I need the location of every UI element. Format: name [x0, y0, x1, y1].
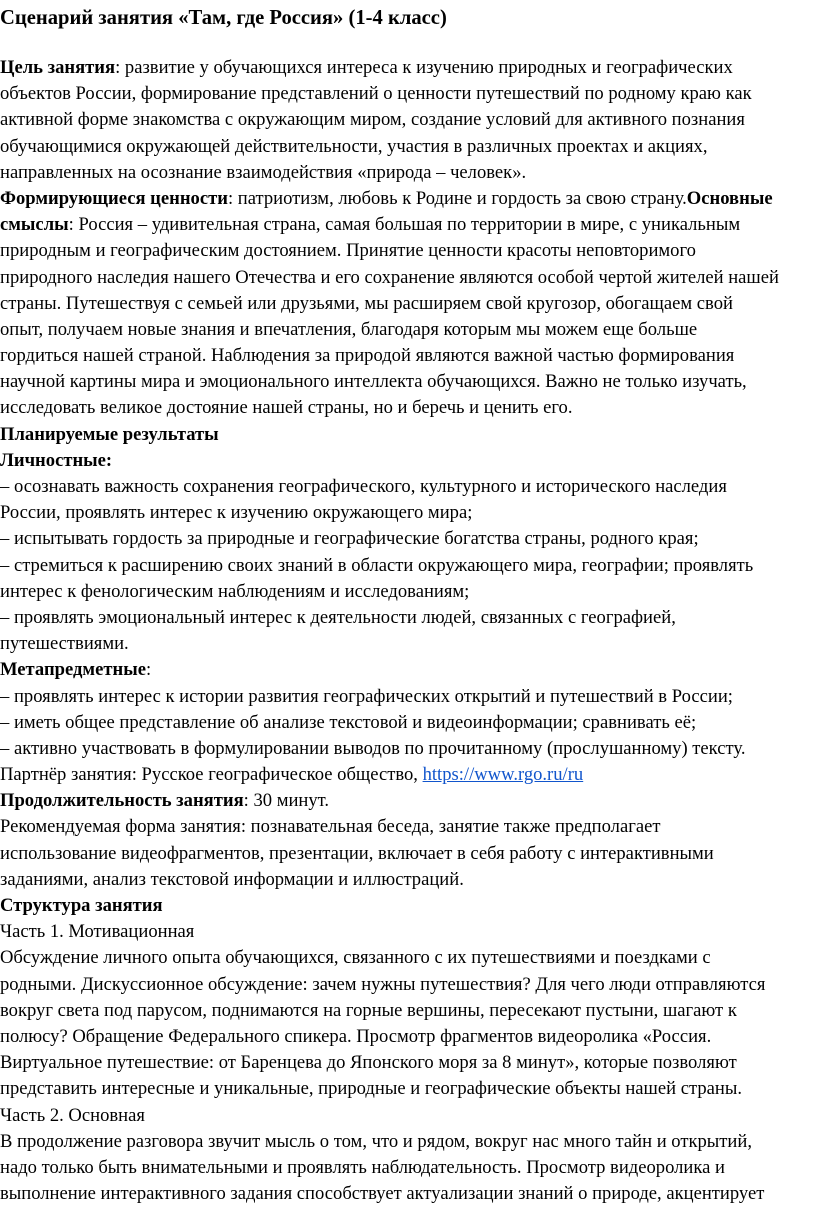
text-line	[0, 369, 816, 395]
text-line	[0, 945, 816, 971]
text-segment: Рекомендуемая форма занятия: познавательная беседа, занятие также предполагает	[0, 816, 661, 838]
text-segment: представить интересные и уникальные, природные и географические объекты нашей страны.	[0, 1078, 742, 1100]
text-segment: направленных на осознание взаимодействия «природа – человек».	[0, 161, 527, 183]
text-line	[0, 343, 816, 369]
text-line	[0, 474, 816, 500]
text-line	[0, 1129, 816, 1155]
text-segment: – иметь общее представление об анализе текстовой и видеоинформации; сравнивать её;	[0, 711, 697, 733]
text-line	[0, 710, 816, 736]
text-segment: научной картины мира и эмоционального интеллекта обучающихся. Важно не только изучать,	[0, 371, 747, 393]
text-line	[0, 998, 816, 1024]
text-segment: : 30 минут.	[243, 790, 330, 812]
text-line	[0, 448, 816, 474]
text-line	[0, 553, 816, 579]
text-segment: выполнение интерактивного задания способствует актуализации знаний о природе, акцентирует	[0, 1183, 765, 1205]
text-line	[0, 134, 816, 160]
text-segment: – проявлять эмоциональный интерес к деятельности людей, связанных с географией,	[0, 606, 676, 628]
text-line	[0, 631, 816, 657]
text-segment: обучающимися окружающей действительности, участия в различных проектах и акциях,	[0, 135, 708, 157]
text-segment: вокруг света под парусом, поднимаются на горные вершины, пересекают пустыни, шагают к	[0, 999, 737, 1021]
text-line	[0, 212, 816, 238]
bold-text: Структура занятия	[0, 895, 163, 916]
text-segment: путешествиями.	[0, 633, 129, 655]
text-segment: : патриотизм, любовь к Родине и гордость за свою страну.	[227, 187, 687, 209]
text-line	[0, 867, 816, 893]
text-segment: России, проявлять интерес к изучению окружающего мира;	[0, 502, 473, 524]
text-line	[0, 1076, 816, 1102]
text-segment: :	[145, 659, 152, 681]
text-line	[0, 814, 816, 840]
text-segment: опыт, получаем новые знания и впечатления, благодаря которым мы можем еще больше	[0, 318, 698, 340]
bold-text: Формирующиеся ценности	[0, 187, 228, 209]
document-title: Сценарий занятия «Там, где Россия» (1-4 класс)	[0, 7, 447, 29]
text-line	[0, 291, 816, 317]
text-segment: заданиями, анализ текстовой информации и иллюстраций.	[0, 868, 464, 890]
text-segment: – проявлять интерес к истории развития географических открытий и путешествий в России;	[0, 685, 733, 707]
text-line	[0, 160, 816, 186]
text-segment: – стремиться к расширению своих знаний в области окружающего мира, географии; проявлять	[0, 554, 754, 576]
text-segment: активной форме знакомства с окружающим миром, создание условий для активного познания	[0, 109, 745, 131]
text-line	[0, 893, 816, 919]
text-line	[0, 186, 816, 212]
text-line	[0, 395, 816, 421]
text-segment: страны. Путешествуя с семьей или друзьями, мы расширяем свой кругозор, обогащаем свой	[0, 292, 733, 314]
document-body	[0, 55, 816, 1207]
text-line	[0, 788, 816, 814]
text-line	[0, 81, 816, 107]
text-line	[0, 605, 816, 631]
text-segment: гордиться нашей страной. Наблюдения за природой являются важной частью формирования	[0, 345, 735, 367]
text-line	[0, 736, 816, 762]
text-segment: Обсуждение личного опыта обучающихся, связанного с их путешествиями и поездками с	[0, 947, 711, 969]
text-line	[0, 657, 816, 683]
text-line	[0, 422, 816, 448]
bold-text: смыслы	[0, 214, 69, 236]
text-line	[0, 500, 816, 526]
bold-text: Личностные:	[0, 449, 113, 471]
text-line	[0, 684, 816, 710]
text-line	[0, 1103, 816, 1129]
text-segment: надо только быть внимательными и проявлять наблюдательность. Просмотр видеоролика и	[0, 1156, 725, 1178]
text-line	[0, 317, 816, 343]
text-line	[0, 526, 816, 552]
text-line	[0, 762, 816, 788]
text-line	[0, 919, 816, 945]
bold-text: Метапредметные	[0, 659, 146, 681]
text-line	[0, 55, 816, 81]
text-line	[0, 1155, 816, 1181]
text-segment: Виртуальное путешествие: от Баренцева до Японского моря за 8 минут», которые позволяют	[0, 1052, 737, 1074]
text-segment: : развитие у обучающихся интереса к изучению природных и географических	[115, 57, 733, 78]
text-segment: интерес к фенологическим наблюдениям и исследованиям;	[0, 580, 470, 602]
text-line	[0, 1181, 816, 1207]
text-line	[0, 107, 816, 133]
text-line	[0, 238, 816, 264]
text-line	[0, 1024, 816, 1050]
bold-text: Продолжительность занятия	[0, 790, 244, 812]
text-line	[0, 579, 816, 605]
text-segment: – испытывать гордость за природные и географические богатства страны, родного края;	[0, 528, 699, 550]
text-segment: природным и географическим достоянием. Принятие ценности красоты неповторимого	[0, 240, 696, 262]
text-segment: В продолжение разговора звучит мысль о том, что и рядом, вокруг нас много тайн и открытий,	[0, 1130, 752, 1152]
text-segment: родными. Дискуссионное обсуждение: зачем нужны путешествия? Для чего люди отправляются	[0, 973, 766, 995]
bold-text: Планируемые результаты	[0, 423, 219, 445]
text-segment: объектов России, формирование представлений о ценности путешествий по родному краю как	[0, 83, 752, 105]
text-segment: полюсу? Обращение Федерального спикера. Просмотр фрагментов видеоролика «Россия.	[0, 1025, 712, 1047]
bold-text: Основные	[686, 187, 773, 209]
text-segment: использование видеофрагментов, презентации, включает в себя работу с интерактивными	[0, 842, 714, 864]
text-line	[0, 841, 816, 867]
text-line	[0, 1050, 816, 1076]
text-segment: : Россия – удивительная страна, самая большая по территории в мире, с уникальным	[68, 214, 741, 236]
text-segment: Часть 2. Основная	[0, 1104, 145, 1126]
text-line	[0, 972, 816, 998]
text-segment: Партнёр занятия: Русское географическое общество,	[0, 764, 423, 786]
text-segment: исследовать великое достояние нашей страны, но и беречь и ценить его.	[0, 397, 573, 419]
text-segment: Часть 1. Мотивационная	[0, 921, 195, 943]
text-segment: – активно участвовать в формулировании выводов по прочитанному (прослушанному) тексту.	[0, 737, 746, 759]
text-segment: – осознавать важность сохранения географического, культурного и исторического наследия	[0, 476, 727, 497]
partner-link[interactable]: https://www.rgo.ru/ru	[422, 764, 584, 786]
bold-text: Цель занятия	[0, 57, 116, 78]
text-line	[0, 265, 816, 291]
text-segment: природного наследия нашего Отечества и его сохранение являются особой чертой жителей нашей	[0, 266, 779, 288]
